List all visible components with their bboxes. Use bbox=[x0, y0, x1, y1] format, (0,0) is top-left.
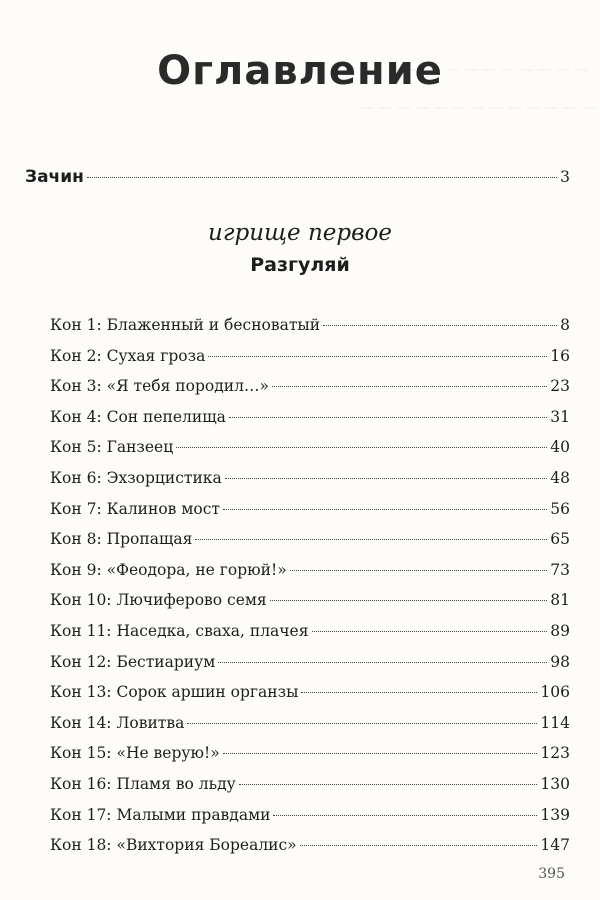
toc-entry[interactable] bbox=[50, 528, 570, 550]
toc-entry-page: 56 bbox=[550, 499, 570, 518]
dot-leader bbox=[229, 416, 547, 418]
toc-entry-label: Кон 11: Наседка, сваха, плачея bbox=[50, 622, 309, 640]
toc-entry-page: 139 bbox=[540, 805, 570, 824]
toc-entry[interactable] bbox=[50, 406, 570, 428]
toc-entry[interactable] bbox=[50, 681, 570, 703]
toc-entry[interactable] bbox=[50, 314, 570, 336]
toc-entry-page: 114 bbox=[540, 713, 570, 732]
toc-entry-page: 31 bbox=[550, 407, 570, 426]
toc-entry[interactable] bbox=[50, 773, 570, 795]
dot-leader bbox=[301, 691, 537, 693]
toc-entry-page: 40 bbox=[550, 438, 570, 457]
dot-leader bbox=[312, 630, 548, 632]
toc-entry-label: Кон 13: Сорок аршин органзы bbox=[50, 683, 299, 702]
toc-entry[interactable] bbox=[50, 436, 570, 458]
toc-entry-label: Кон 15: «Не верую!» bbox=[50, 744, 220, 763]
toc-entry-intro[interactable] bbox=[25, 166, 570, 188]
toc-entry-label: Кон 16: Пламя во льду bbox=[50, 775, 236, 793]
toc-entry-label: Кон 9: «Феодора, не горюй!» bbox=[50, 560, 287, 579]
toc-entry-page: 23 bbox=[550, 377, 570, 396]
dot-leader bbox=[87, 176, 557, 178]
toc-entry-page: 130 bbox=[540, 775, 570, 793]
toc-entry[interactable] bbox=[50, 498, 570, 520]
toc-entry-label: Кон 17: Малыми правдами bbox=[50, 805, 271, 824]
toc-entry-page: 98 bbox=[550, 652, 570, 671]
dot-leader bbox=[176, 446, 547, 448]
toc-entry-label: Кон 3: «Я тебя породил…» bbox=[50, 377, 269, 396]
toc-entry[interactable] bbox=[50, 589, 570, 611]
dot-leader bbox=[195, 538, 547, 540]
toc-entry[interactable] bbox=[50, 651, 570, 673]
toc-entry-label: Кон 12: Бестиариум bbox=[50, 652, 216, 671]
toc-entry[interactable] bbox=[50, 559, 570, 581]
dot-leader bbox=[300, 844, 538, 846]
toc-entry[interactable] bbox=[50, 375, 570, 397]
toc-entry[interactable] bbox=[50, 742, 570, 764]
toc-entry-label: Кон 1: Блаженный и бесноватый bbox=[50, 316, 321, 334]
toc-entry-page: 81 bbox=[550, 591, 570, 610]
toc-entry[interactable] bbox=[50, 620, 570, 642]
dot-leader bbox=[323, 324, 557, 326]
dot-leader bbox=[225, 477, 548, 479]
toc-entry-page: 147 bbox=[540, 836, 570, 855]
toc-entry-page: 73 bbox=[550, 560, 570, 579]
toc-entry-page: 89 bbox=[550, 622, 570, 640]
toc-entry-label: Кон 4: Сон пепелища bbox=[50, 407, 226, 426]
toc-entry-page: 3 bbox=[560, 168, 570, 186]
toc-entry-label: Кон 5: Ганзеец bbox=[50, 438, 174, 457]
toc-entry[interactable] bbox=[50, 712, 570, 734]
toc-entry-page: 16 bbox=[550, 346, 570, 365]
section-subtitle: игрище первое bbox=[208, 220, 392, 246]
toc-entry[interactable] bbox=[50, 804, 570, 826]
toc-entry-label: Кон 14: Ловитва bbox=[50, 713, 185, 732]
dot-leader bbox=[239, 783, 538, 785]
dot-leader bbox=[270, 599, 548, 601]
toc-entry-label: Кон 6: Эхзорцистика bbox=[50, 469, 222, 487]
toc-entry[interactable] bbox=[50, 834, 570, 856]
dot-leader bbox=[218, 661, 547, 663]
toc-entry-page: 48 bbox=[550, 469, 570, 487]
dot-leader bbox=[208, 355, 547, 357]
toc-entry[interactable] bbox=[50, 467, 570, 489]
dot-leader bbox=[290, 569, 548, 571]
toc-entry-page: 65 bbox=[550, 530, 570, 549]
toc-entry-label: Кон 7: Калинов мост bbox=[50, 499, 220, 518]
toc-entry-label: Кон 18: «Вихтория Бореалис» bbox=[50, 836, 297, 855]
dot-leader bbox=[272, 385, 547, 387]
toc-entry-label: Кон 10: Лючиферово семя bbox=[50, 591, 267, 610]
toc-entry-page: 106 bbox=[540, 683, 570, 702]
toc-entry[interactable] bbox=[50, 345, 570, 367]
dot-leader bbox=[223, 752, 538, 754]
section-name: Разгуляй bbox=[250, 254, 350, 276]
toc-entry-page: 123 bbox=[540, 744, 570, 763]
bleed-through-decoration: — — — — — — — — — — — bbox=[390, 62, 589, 78]
toc-entry-page: 8 bbox=[560, 316, 570, 334]
dot-leader bbox=[187, 722, 537, 724]
dot-leader bbox=[223, 508, 547, 510]
toc-entry-label: Зачин bbox=[25, 167, 84, 187]
page-number: 395 bbox=[538, 866, 565, 882]
toc-entry-label: Кон 2: Сухая гроза bbox=[50, 346, 206, 365]
page-title: Оглавление bbox=[157, 48, 443, 94]
dot-leader bbox=[273, 814, 537, 816]
toc-entry-label: Кон 8: Пропащая bbox=[50, 530, 193, 549]
bleed-through-decoration: — — — — — — — — — — — — — bbox=[360, 100, 596, 116]
